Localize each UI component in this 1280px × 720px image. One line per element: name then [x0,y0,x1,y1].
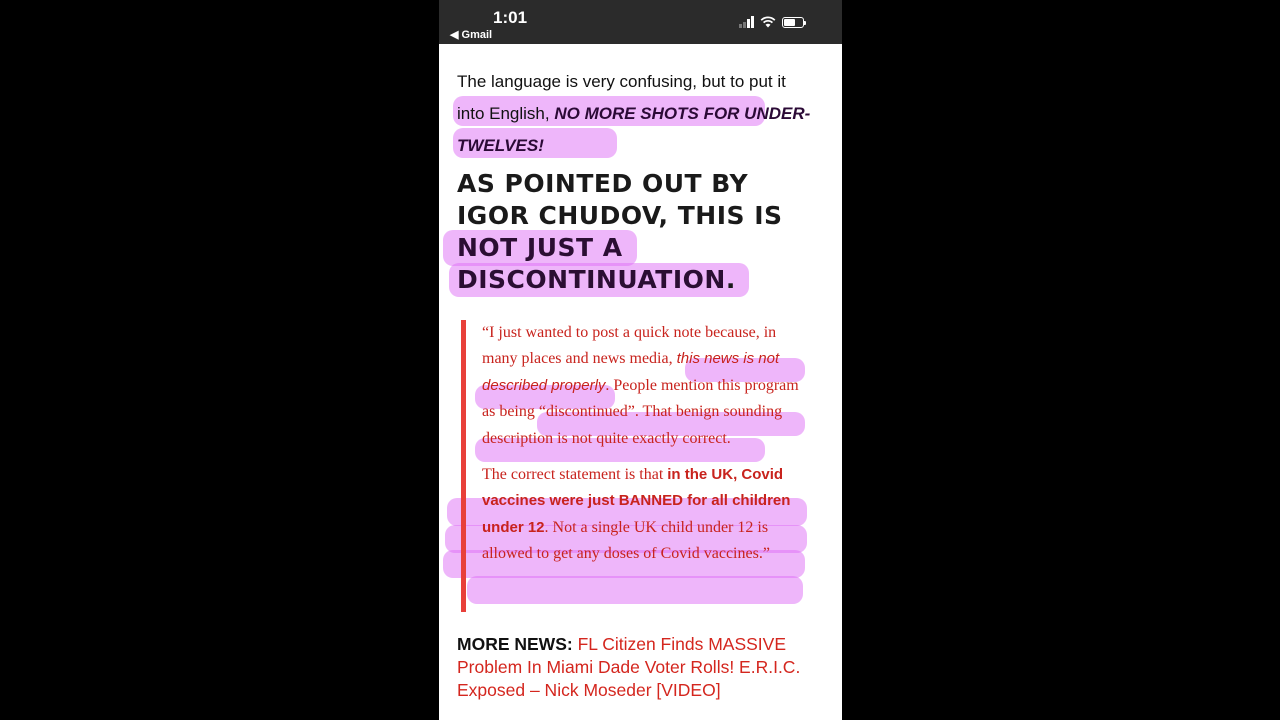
heading-emphasis: NOT JUST A DISCONTINUATION [457,233,726,294]
heading-end: . [725,265,736,294]
cellular-signal-icon [739,16,754,28]
intro-emphasis: NO MORE SHOTS FOR UNDER-TWELVES! [457,104,811,155]
blockquote [461,320,811,612]
quote-paragraph-2 [466,462,811,568]
quote-italic: this news is not described properly [482,350,780,394]
heading-text: AS POINTED OUT BY IGOR CHUDOV, THIS IS [457,169,783,230]
status-icons [739,16,804,28]
more-news-label: MORE NEWS: [457,634,578,654]
quote-text: . Not a single UK child under 12 is allowed to get any doses of Covid vaccines.” [482,518,770,563]
more-news-link[interactable]: FL Citizen Finds MASSIVE Problem In Miami Dade Voter Rolls! E.R.I.C. Exposed – Nick Moseder [VIDEO] [457,634,801,700]
phone-screen [439,0,842,720]
quote-bold: in the UK, Covid vaccines were just BANNED for all children under 12 [482,466,791,536]
intro-text: The language is very confusing, but to put it into English, [457,72,786,123]
wifi-icon [760,16,776,28]
battery-icon [782,17,804,28]
quote-text: The correct statement is that [482,466,668,484]
quote-text: . People mention this program as being “discontinued”. That benign sounding description is not quite exactly correct. [482,376,799,447]
quote-text: “I just wanted to post a quick note because, in many places and news media, [482,324,777,368]
more-news [457,633,817,702]
back-to-gmail-link[interactable]: ◀ Gmail [450,29,493,41]
status-time: 1:01 [493,8,528,27]
quote-paragraph-1 [466,320,811,452]
article-heading [457,168,817,296]
intro-paragraph [457,66,817,162]
status-bar [439,0,842,44]
